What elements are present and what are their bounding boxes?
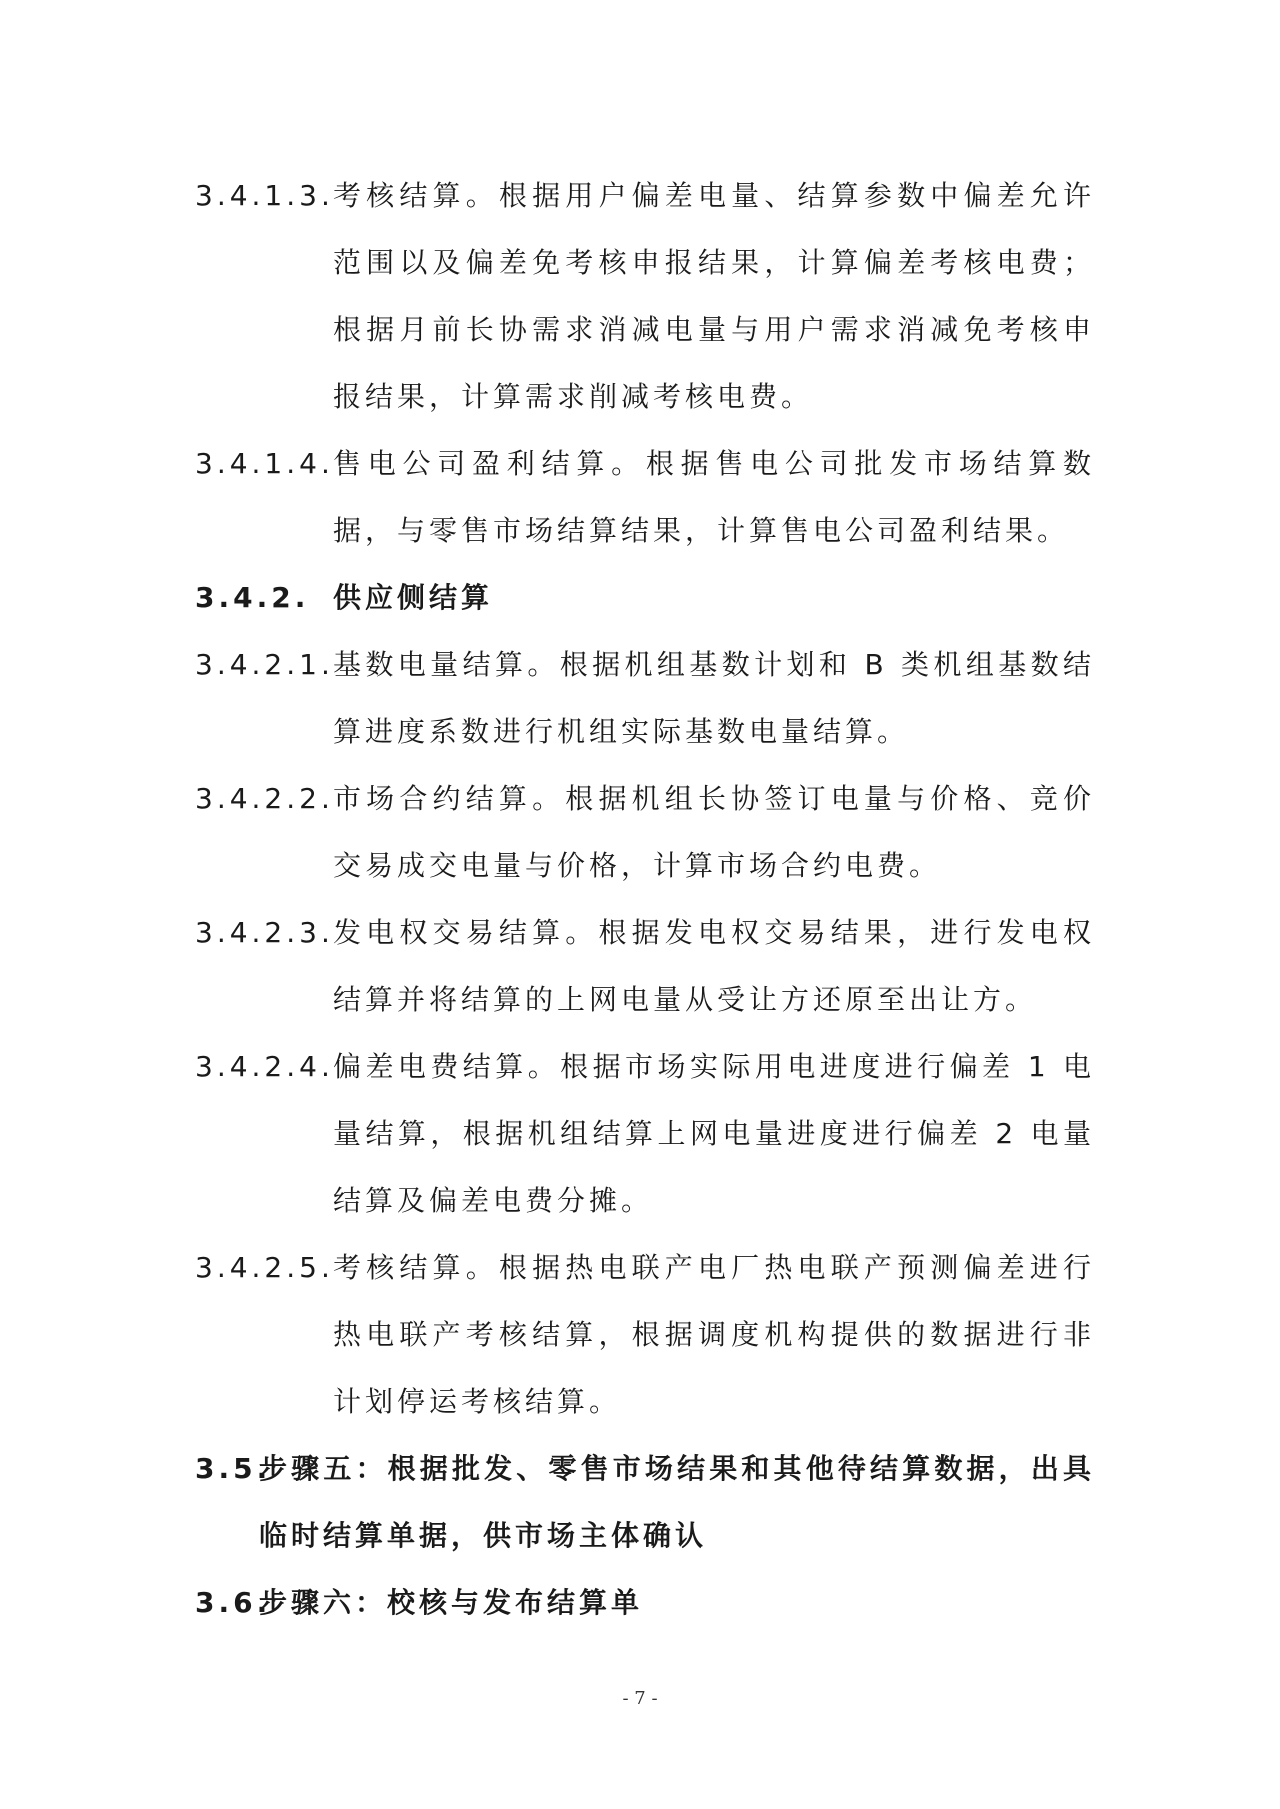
section-3-4-2-3 xyxy=(195,899,1095,1033)
section-3-4-2-4 xyxy=(195,1033,1095,1234)
section-number: 3.5. xyxy=(195,1452,272,1485)
section-number: 3.4.2.5. xyxy=(195,1251,334,1284)
section-heading: 步骤五：根据批发、零售市场结果和其他待结算数据，出具临时结算单据，供市场主体确认 xyxy=(259,1452,1095,1552)
section-text: 基数电量结算。根据机组基数计划和 B 类机组基数结算进度系数进行机组实际基数电量结算。 xyxy=(333,648,1095,748)
section-text: 考核结算。根据用户偏差电量、结算参数中偏差允许范围以及偏差免考核申报结果，计算偏差考核电费；根据月前长协需求消减电量与用户需求消减免考核申报结果，计算需求削减考核电费。 xyxy=(333,179,1095,413)
heading-3-4-2 xyxy=(195,564,1095,631)
section-3-4-1-3 xyxy=(195,162,1095,430)
section-number: 3.4.2.3. xyxy=(195,916,334,949)
heading-3-6 xyxy=(195,1569,1095,1636)
section-3-4-2-1 xyxy=(195,631,1095,765)
section-number: 3.4.2.4. xyxy=(195,1050,334,1083)
section-text: 考核结算。根据热电联产电厂热电联产预测偏差进行热电联产考核结算，根据调度机构提供的数据进行非计划停运考核结算。 xyxy=(333,1251,1095,1418)
section-text: 售电公司盈利结算。根据售电公司批发市场结算数据，与零售市场结算结果，计算售电公司盈利结果。 xyxy=(333,447,1095,547)
section-3-4-1-4 xyxy=(195,430,1095,564)
section-text: 发电权交易结算。根据发电权交易结果，进行发电权结算并将结算的上网电量从受让方还原至出让方。 xyxy=(333,916,1095,1016)
section-number: 3.4.2.1. xyxy=(195,648,334,681)
section-3-4-2-2 xyxy=(195,765,1095,899)
section-heading: 步骤六：校核与发布结算单 xyxy=(259,1586,644,1619)
section-number: 3.6. xyxy=(195,1586,272,1619)
section-text: 偏差电费结算。根据市场实际用电进度进行偏差 1 电量结算，根据机组结算上网电量进度进行偏差 2 电量结算及偏差电费分摊。 xyxy=(333,1050,1095,1217)
section-number: 3.4.2. xyxy=(195,581,310,614)
heading-3-5 xyxy=(195,1435,1095,1569)
section-number: 3.4.1.4. xyxy=(195,447,334,480)
section-3-4-2-5 xyxy=(195,1234,1095,1435)
section-number: 3.4.1.3. xyxy=(195,179,334,212)
document-body xyxy=(195,162,1095,1636)
page-number: - 7 - xyxy=(622,1688,658,1709)
section-number: 3.4.2.2. xyxy=(195,782,334,815)
section-heading: 供应侧结算 xyxy=(333,581,494,614)
section-text: 市场合约结算。根据机组长协签订电量与价格、竞价交易成交电量与价格，计算市场合约电费。 xyxy=(333,782,1095,882)
